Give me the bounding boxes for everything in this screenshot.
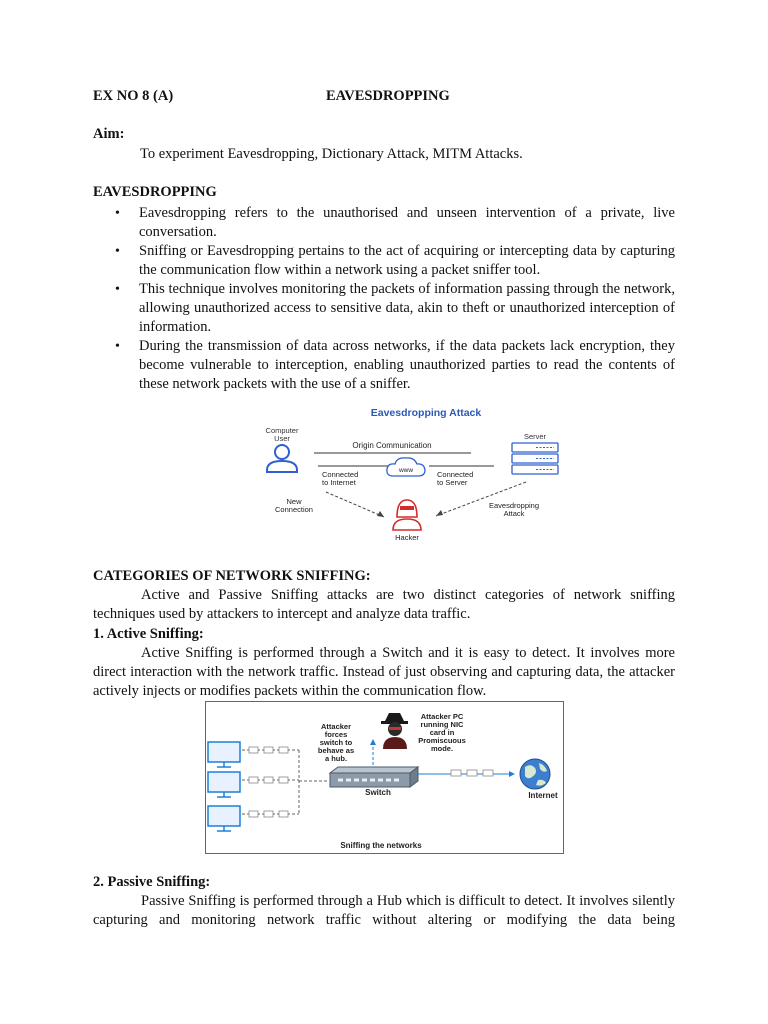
bullet-item: • During the transmission of data across networks, if the data packets lack encryption, they become vulnerable to interception, enabling unauthorized parties to read the contents of these network packets with the use of a sniffer. [93,337,675,394]
diagram-title: Eavesdropping Attack [370,407,482,419]
switch-icon [330,767,418,787]
active-sniffing-heading: 1. Active Sniffing: [93,626,204,642]
categories-heading: CATEGORIES OF NETWORK SNIFFING: [93,568,371,584]
active-sniffing-text: Active Sniffing is performed through a Switch and it is easy to detect. It involves more direct interaction with the network traffic. Instead of just observing and capturing data, the attacker actively injects or modifies packets within the communication flow. [93,645,675,699]
internet-label: Internet [528,791,558,800]
svg-text:www: www [398,467,414,474]
server-icon [512,443,558,474]
sniffing-networks-diagram [205,701,564,854]
aim-label: Aim: [93,126,125,142]
passive-sniffing-text: Passive Sniffing is performed through a Hub which is difficult to detect. It involves silently capturing and monitoring network traffic without altering or modifying the data being [93,893,675,928]
hacker-icon [393,500,421,530]
connected-to-server-label: Connected to Server [437,470,474,487]
eavesdropping-heading: EAVESDROPPING [93,184,217,200]
diagram-caption: Sniffing the networks [340,841,422,850]
server-label: Server [523,432,547,441]
computer-user-label: Computer User [265,426,299,443]
origin-communication-label: Origin Communication [352,441,432,450]
new-connection-label: New Connection [275,497,313,514]
eavesdropping-attack-label: Eavesdropping Attack [488,501,540,518]
hacker-label: Hacker [395,533,419,542]
exercise-number: EX NO 8 (A) [93,88,174,104]
switch-label: Switch [365,788,391,797]
globe-icon [520,759,550,789]
categories-intro: Active and Passive Sniffing attacks are two distinct categories of network sniffing techniques used by attackers to intercept and analyze data traffic. [93,587,675,622]
attacker-pc-label: Attacker PC running NIC card in Promiscuous mode. [418,712,466,753]
connected-to-internet-label: Connected to Internet [322,470,359,487]
user-icon [267,445,297,472]
bullet-item: • Sniffing or Eavesdropping pertains to the act of acquiring or intercepting data by capturing the communication flow within a network using a packet sniffer tool. [93,242,675,280]
bullet-item: • This technique involves monitoring the packets of information passing through the network, allowing unauthorized access to sensitive data, akin to theft or unauthorized interception of information. [93,280,675,337]
eavesdropping-bullet-list [93,204,675,394]
bullet-item: • Eavesdropping refers to the unauthorised and unseen intervention of a private, live conversation. [93,204,675,242]
page-title: EAVESDROPPING [326,88,450,104]
eavesdropping-attack-diagram [236,400,608,545]
aim-text: To experiment Eavesdropping, Dictionary Attack, MITM Attacks. [140,146,523,162]
attacker-forces-label: Attacker forces switch to behave as a hub. [317,722,355,763]
cloud-icon [387,458,425,476]
passive-sniffing-heading: 2. Passive Sniffing: [93,874,211,890]
